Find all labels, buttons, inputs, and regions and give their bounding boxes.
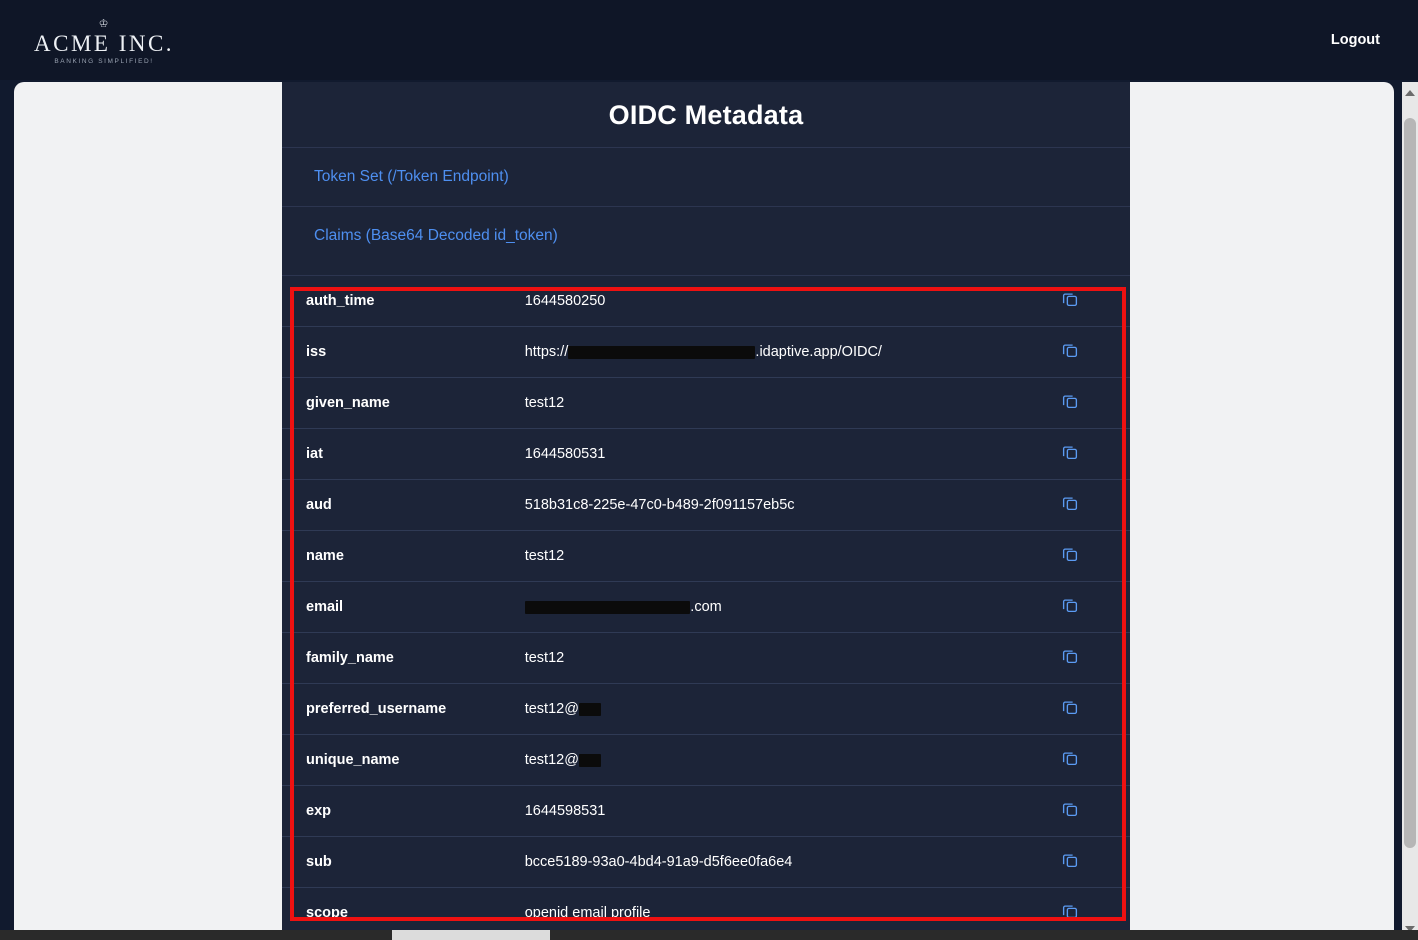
- page-title: OIDC Metadata: [608, 100, 804, 130]
- copy-cell: [1037, 480, 1130, 531]
- claim-value: bcce5189-93a0-4bd4-91a9-d5f6ee0fa6e4: [501, 837, 1037, 888]
- claim-key: iat: [282, 429, 501, 480]
- claim-key: scope: [282, 888, 501, 939]
- redacted-text: [579, 754, 601, 767]
- copy-icon[interactable]: [1061, 290, 1079, 308]
- claim-value: 518b31c8-225e-47c0-b489-2f091157eb5c: [501, 480, 1037, 531]
- claim-value: [501, 684, 1037, 735]
- claim-value-prefix: test12@: [524, 752, 579, 768]
- claim-value: test12: [501, 633, 1037, 684]
- claim-value: [501, 735, 1037, 786]
- claim-value: test12: [501, 531, 1037, 582]
- claim-value: 1644580531: [501, 429, 1037, 480]
- table-row: [282, 378, 1130, 429]
- claim-key: unique_name: [282, 735, 501, 786]
- claim-key: iss: [282, 327, 501, 378]
- claim-value-prefix: test12@: [524, 701, 579, 717]
- copy-icon[interactable]: [1061, 443, 1079, 461]
- copy-icon[interactable]: [1061, 800, 1079, 818]
- claim-key: given_name: [282, 378, 501, 429]
- copy-icon[interactable]: [1061, 494, 1079, 512]
- claim-key: name: [282, 531, 501, 582]
- claims-table: [282, 276, 1130, 939]
- copy-icon[interactable]: [1061, 341, 1079, 359]
- taskbar-item[interactable]: [392, 930, 550, 940]
- copy-cell: [1037, 378, 1130, 429]
- brand-name: ACME INC.: [34, 30, 175, 56]
- table-row: [282, 735, 1130, 786]
- table-row: [282, 531, 1130, 582]
- claim-key: sub: [282, 837, 501, 888]
- scroll-up-icon[interactable]: [1405, 90, 1415, 96]
- claim-key: auth_time: [282, 276, 501, 327]
- redacted-text: [568, 346, 755, 359]
- copy-icon[interactable]: [1061, 851, 1079, 869]
- table-row: [282, 429, 1130, 480]
- brand-tagline: BANKING SIMPLIFIED!: [54, 57, 154, 65]
- claim-key: preferred_username: [282, 684, 501, 735]
- claim-key: family_name: [282, 633, 501, 684]
- claims-link[interactable]: Claims (Base64 Decoded id_token): [314, 227, 558, 244]
- top-navigation-bar: [0, 0, 1418, 80]
- copy-cell: [1037, 684, 1130, 735]
- claim-value-prefix: https://: [524, 344, 569, 360]
- crown-icon: ♔: [98, 17, 110, 30]
- claim-value: 1644580250: [501, 276, 1037, 327]
- claim-value: 1644598531: [501, 786, 1037, 837]
- copy-cell: [1037, 633, 1130, 684]
- copy-icon[interactable]: [1061, 698, 1079, 716]
- claim-key: exp: [282, 786, 501, 837]
- table-row: [282, 327, 1130, 378]
- accordion-item-token-set[interactable]: [282, 147, 1130, 206]
- table-row: [282, 837, 1130, 888]
- accordion-item-claims[interactable]: [282, 206, 1130, 265]
- token-set-link[interactable]: Token Set (/Token Endpoint): [314, 168, 509, 185]
- copy-cell: [1037, 429, 1130, 480]
- redacted-text: [525, 601, 691, 614]
- copy-cell: [1037, 786, 1130, 837]
- page-background-right: [1130, 82, 1394, 940]
- claim-value: openid email profile: [501, 888, 1037, 939]
- logout-button[interactable]: Logout: [1330, 32, 1380, 48]
- claim-key: email: [282, 582, 501, 633]
- claim-value: [501, 582, 1037, 633]
- claim-key: aud: [282, 480, 501, 531]
- page-scrollbar[interactable]: [1402, 82, 1418, 940]
- redacted-text: [579, 703, 601, 716]
- claims-table-wrapper: [282, 275, 1130, 939]
- copy-icon[interactable]: [1061, 902, 1079, 920]
- copy-icon[interactable]: [1061, 647, 1079, 665]
- copy-icon[interactable]: [1061, 545, 1079, 563]
- copy-cell: [1037, 735, 1130, 786]
- copy-cell: [1037, 276, 1130, 327]
- copy-cell: [1037, 837, 1130, 888]
- taskbar: [0, 930, 1418, 940]
- table-row: [282, 582, 1130, 633]
- page-background-left: [14, 82, 282, 940]
- brand-logo: [34, 15, 174, 66]
- table-row: [282, 276, 1130, 327]
- claim-value-suffix: .idaptive.app/OIDC/: [755, 344, 882, 360]
- copy-icon[interactable]: [1061, 392, 1079, 410]
- table-row: [282, 480, 1130, 531]
- copy-cell: [1037, 327, 1130, 378]
- copy-icon[interactable]: [1061, 596, 1079, 614]
- copy-icon[interactable]: [1061, 749, 1079, 767]
- table-row: [282, 633, 1130, 684]
- copy-cell: [1037, 531, 1130, 582]
- claim-value-suffix: .com: [690, 599, 722, 615]
- oidc-metadata-card: [282, 82, 1130, 940]
- claim-value: test12: [501, 378, 1037, 429]
- table-row: [282, 786, 1130, 837]
- claim-value: [501, 327, 1037, 378]
- scrollbar-thumb[interactable]: [1404, 118, 1416, 848]
- table-row: [282, 684, 1130, 735]
- copy-cell: [1037, 582, 1130, 633]
